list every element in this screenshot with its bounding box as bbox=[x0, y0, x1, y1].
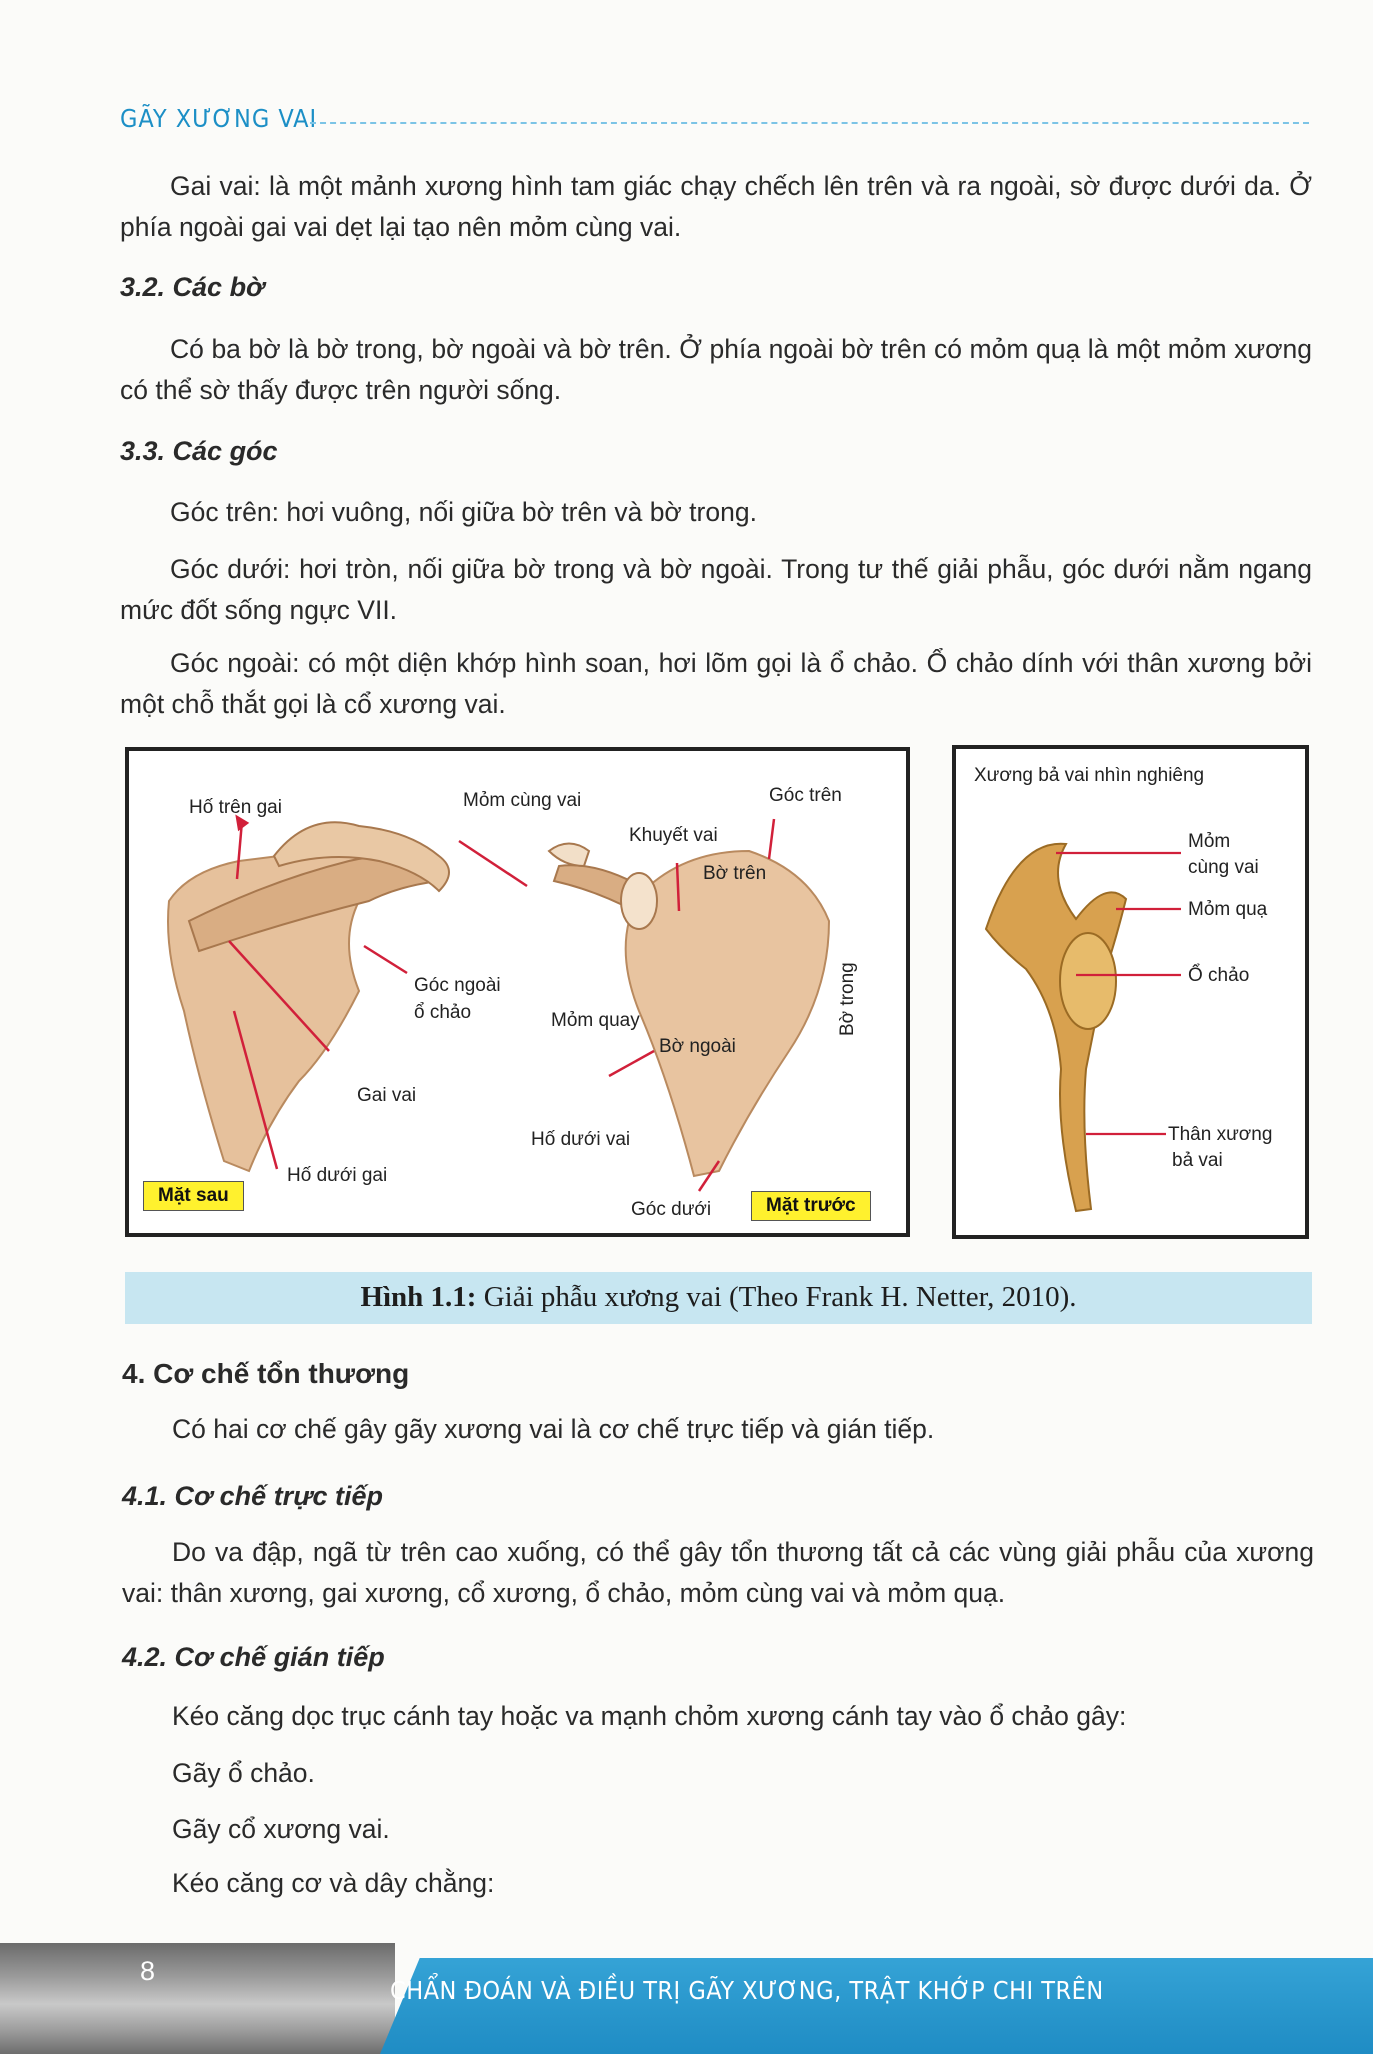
leader-mom-cung-vai bbox=[459, 841, 527, 886]
label-o-chao: ổ chảo bbox=[414, 1002, 472, 1023]
label-side-title: Xương bả vai nhìn nghiêng bbox=[974, 765, 1205, 786]
leader-goc-ngoai bbox=[364, 946, 407, 973]
paragraph-truc-tiep: Do va đập, ngã từ trên cao xuống, có thể gây tổn thương tất cả các vùng giải phẫu của xương vai: thân xương, gai xương, cổ xương, ổ chảo, mỏm cùng vai và mỏm quạ. bbox=[122, 1537, 1314, 1608]
arrow-ho-tren-gai bbox=[237, 817, 247, 829]
paragraph-cac-bo: Có ba bờ là bờ trong, bờ ngoài và bờ trên. Ở phía ngoài bờ trên có mỏm quạ là một mỏm xương có thể sờ thấy được trên người sống. bbox=[120, 334, 1312, 405]
figure-scapula-lateral bbox=[952, 745, 1309, 1239]
figure-caption-bar bbox=[125, 1272, 1312, 1324]
heading-4: 4. Cơ chế tổn thương bbox=[122, 1358, 410, 1389]
footer-right-band bbox=[380, 1958, 1373, 2054]
label-goc-ngoai: Góc ngoài bbox=[414, 975, 501, 996]
heading-3-3: 3.3. Các góc bbox=[120, 436, 278, 466]
paragraph-goc-duoi: Góc dưới: hơi tròn, nối giữa bờ trong và bờ ngoài. Trong tư thế giải phẫu, góc dưới nằm ngang mức đốt sống ngực VII. bbox=[120, 554, 1312, 625]
heading-3-2: 3.2. Các bờ bbox=[120, 272, 265, 302]
paragraph-goc-ngoai: Góc ngoài: có một diện khớp hình soan, hơi lõm gọi là ổ chảo. Ổ chảo dính với thân xương bởi một chỗ thắt gọi là cổ xương vai. bbox=[120, 648, 1312, 719]
list-item-gay-co-xuong-vai: Gãy cổ xương vai. bbox=[172, 1814, 390, 1844]
label-side-than-xuong-1: Thân xương bbox=[1168, 1124, 1273, 1145]
glenoid-anterior-shape bbox=[621, 873, 657, 929]
leader-ho-duoi-vai bbox=[609, 1051, 654, 1076]
scapula-lateral-illustration bbox=[956, 749, 1305, 1235]
figure-scapula-anatomy bbox=[125, 747, 910, 1237]
label-ho-duoi-vai: Hố dưới vai bbox=[531, 1129, 631, 1150]
label-side-o-chao: Ổ chảo bbox=[1188, 965, 1250, 986]
list-item-keo-cang: Kéo căng cơ và dây chằng: bbox=[172, 1868, 495, 1898]
running-head: GÃY XƯƠNG VAI bbox=[120, 104, 318, 133]
scapula-illustration bbox=[129, 751, 906, 1233]
paragraph-goc-tren: Góc trên: hơi vuông, nối giữa bờ trên và bờ trong. bbox=[170, 497, 757, 527]
leader-goc-tren bbox=[769, 819, 774, 859]
label-ho-tren-gai: Hố trên gai bbox=[189, 797, 282, 818]
lateral-bone-shape bbox=[986, 844, 1126, 1211]
label-side-mom-cung-vai-2: cùng vai bbox=[1188, 857, 1259, 878]
label-bo-trong: Bờ trong bbox=[837, 962, 858, 1036]
paragraph-gian-tiep: Kéo căng dọc trục cánh tay hoặc va mạnh chỏm xương cánh tay vào ổ chảo gây: bbox=[172, 1701, 1127, 1731]
acromion-anterior-shape bbox=[549, 844, 589, 867]
label-goc-tren: Góc trên bbox=[769, 785, 842, 806]
label-khuyet-vai: Khuyết vai bbox=[629, 825, 718, 846]
list-item-gay-o-chao: Gãy ổ chảo. bbox=[172, 1758, 315, 1788]
figure-caption bbox=[125, 1281, 1312, 1314]
footer-book-title: CHẨN ĐOÁN VÀ ĐIỀU TRỊ GÃY XƯƠNG, TRẬT KHỚP CHI TRÊN bbox=[390, 1976, 1104, 2005]
heading-4-2: 4.2. Cơ chế gián tiếp bbox=[122, 1642, 385, 1672]
label-side-than-xuong-2: bả vai bbox=[1172, 1150, 1223, 1171]
label-goc-duoi: Góc dưới bbox=[631, 1199, 712, 1220]
footer-left-band bbox=[0, 1943, 395, 2054]
header-rule bbox=[310, 122, 1309, 124]
label-bo-tren: Bờ trên bbox=[703, 863, 767, 884]
label-ho-duoi-gai: Hố dưới gai bbox=[287, 1165, 388, 1186]
caption-text: Giải phẫu xương vai (Theo Frank H. Netter, 2010). bbox=[476, 1281, 1077, 1313]
page-number: 8 bbox=[140, 1956, 156, 1986]
label-mom-cung-vai: Mỏm cùng vai bbox=[463, 790, 582, 811]
lateral-glenoid-shape bbox=[1060, 933, 1116, 1029]
label-mom-quay: Mỏm quay bbox=[551, 1010, 640, 1031]
label-side-mom-qua: Mỏm quạ bbox=[1188, 899, 1268, 920]
tag-mat-sau: Mặt sau bbox=[143, 1181, 244, 1211]
tag-mat-truoc: Mặt trước bbox=[751, 1191, 871, 1221]
label-side-mom-cung-vai-1: Mỏm bbox=[1188, 831, 1231, 852]
label-gai-vai: Gai vai bbox=[357, 1085, 417, 1106]
label-bo-ngoai: Bờ ngoài bbox=[659, 1036, 736, 1057]
paragraph-gai-vai: Gai vai: là một mảnh xương hình tam giác chạy chếch lên trên và ra ngoài, sờ được dưới da. Ở phía ngoài gai vai dẹt lại tạo nên mỏm cùng vai. bbox=[120, 171, 1312, 242]
paragraph-co-che: Có hai cơ chế gây gãy xương vai là cơ chế trực tiếp và gián tiếp. bbox=[172, 1414, 935, 1444]
caption-label: Hình 1.1: bbox=[360, 1281, 477, 1313]
heading-4-1: 4.1. Cơ chế trực tiếp bbox=[122, 1481, 383, 1511]
